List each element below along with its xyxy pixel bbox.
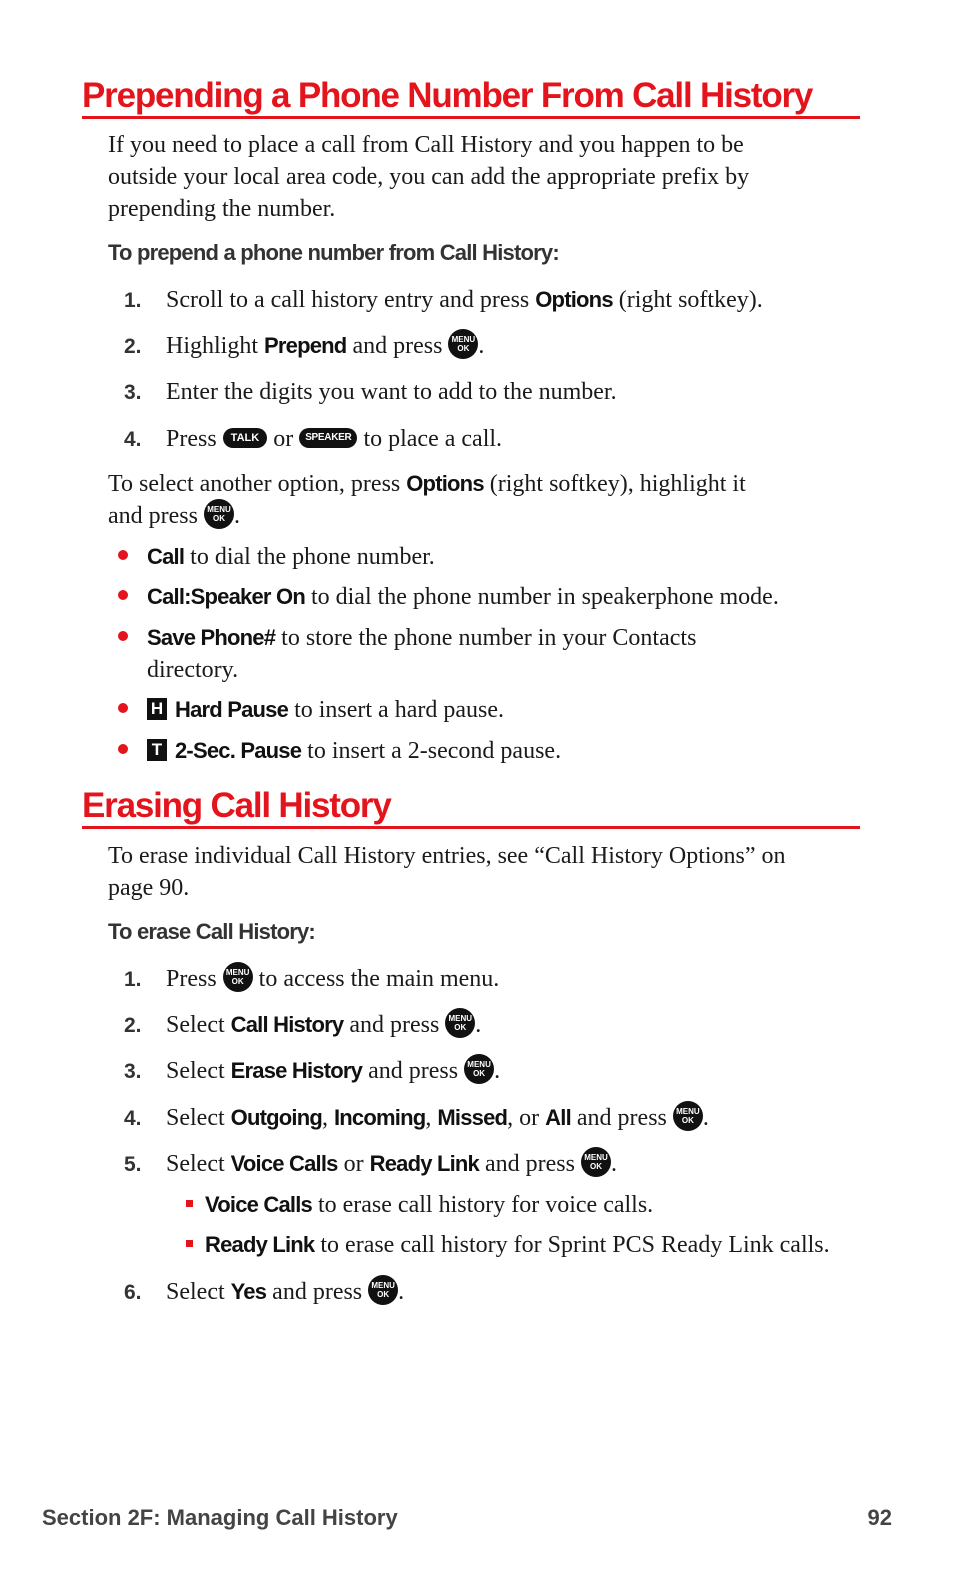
step-text: Enter the digits you want to add to the number. [166,379,617,405]
bullet-text: to dial the phone number. [184,544,435,570]
step-text: Highlight [166,333,265,359]
intro-line: prepending the number. [108,196,336,222]
step-text: . [478,333,485,359]
bullet-text: to erase call history for voice calls. [311,1192,654,1218]
step-item [124,330,864,363]
step-item [124,963,864,996]
step-item [124,376,864,409]
bullet-text: to insert a hard pause. [288,697,504,723]
page-footer [42,1505,892,1531]
menu-ok-key-icon: MENU OK [204,499,234,529]
step-item [124,423,864,456]
step-text: (right softkey). [612,287,763,313]
step-text: and press [478,1151,581,1177]
options-paragraph [108,468,860,532]
step-bold: Erase History [230,1058,363,1083]
step-number: 1. [124,968,142,991]
step-text: Press [166,966,223,992]
section-heading-erase: Erasing Call History [82,786,860,829]
bullet-square-icon [186,1200,193,1207]
step-text: to access the main menu. [252,966,500,992]
bullet-bold: Call:Speaker On [147,584,305,609]
bullet-dot-icon [118,703,128,713]
intro-paragraph-prepend [108,129,860,225]
bullet-item [118,694,860,726]
step-item [124,1276,864,1309]
bullet-bold: Hard Pause [175,697,289,722]
bullet-text: directory. [147,657,239,683]
step-text: and press [346,333,449,359]
step-text: Select [166,1012,231,1038]
step-text: , [425,1105,438,1131]
step-bold: All [545,1105,571,1130]
menu-ok-key-icon: MENU OK [673,1101,703,1131]
step-item [124,1102,864,1135]
step-item [124,284,864,317]
step-number: 6. [124,1281,142,1304]
step-text: to place a call. [357,426,503,452]
step-number: 4. [124,1107,142,1130]
sub-bullet-item [186,1189,866,1221]
bullet-dot-icon [118,590,128,600]
step-bold: Incoming [333,1105,426,1130]
bullet-dot-icon [118,744,128,754]
step-text: Select [166,1279,231,1305]
bullet-text: to store the phone number in your Contacts [275,625,697,651]
bullet-item [118,735,860,767]
bullet-item [118,622,860,686]
step-number: 3. [124,1060,142,1083]
step-text: . [398,1279,405,1305]
step-text: and press [266,1279,369,1305]
step-text: Select [166,1151,231,1177]
step-text: Press [166,426,223,452]
step-text: or [267,426,300,452]
bullet-text: to insert a 2-second pause. [301,738,562,764]
step-number: 2. [124,335,142,358]
step-number: 2. [124,1014,142,1037]
two-sec-pause-t-icon: T [147,739,167,761]
bullet-square-icon [186,1240,193,1247]
bullet-bold: Call [147,544,185,569]
step-text: or [337,1151,370,1177]
step-number: 5. [124,1153,142,1176]
options-line: To select another option, press Options (right softkey), highlight it [108,471,746,497]
step-text: , or [507,1105,546,1131]
step-text: and press [362,1058,465,1084]
step-bold: Missed [437,1105,508,1130]
step-number: 3. [124,381,142,404]
bullet-item [118,541,860,573]
bullet-item [118,581,860,613]
step-text: and press [343,1012,446,1038]
bullet-text: to erase call history for Sprint PCS Ready Link calls. [314,1232,830,1258]
hard-pause-h-icon: H [147,698,167,720]
step-bold: Call History [230,1012,344,1037]
intro-paragraph-erase [108,840,860,904]
sub-bullet-item [186,1229,866,1261]
step-bold: Options [535,287,613,312]
intro-line: page 90. [108,875,190,901]
step-bold: Ready Link [369,1151,479,1176]
step-text: , [321,1105,334,1131]
step-number: 4. [124,428,142,451]
step-bold: Outgoing [230,1105,322,1130]
section-heading-prepend: Prepending a Phone Number From Call History [82,76,860,119]
step-bold: Yes [230,1279,267,1304]
speaker-key-icon: SPEAKER [299,428,357,448]
bullet-bold: Save Phone# [147,625,276,650]
step-number: 1. [124,289,142,312]
step-text: . [494,1058,501,1084]
menu-ok-key-icon: MENU OK [581,1147,611,1177]
step-bold: Voice Calls [230,1151,338,1176]
step-text: Scroll to a call history entry and press [166,287,536,313]
subheading-erase: To erase Call History: [108,919,315,944]
bullet-bold: 2-Sec. Pause [175,738,302,763]
footer-section-title: Section 2F: Managing Call History [42,1505,398,1530]
step-bold: Prepend [264,333,347,358]
step-text: and press [570,1105,673,1131]
bullet-text: to dial the phone number in speakerphone mode. [304,584,779,610]
menu-ok-key-icon: MENU OK [223,962,253,992]
menu-ok-key-icon: MENU OK [464,1054,494,1084]
step-text: . [702,1105,709,1131]
menu-ok-key-icon: MENU OK [448,329,478,359]
step-text: Select [166,1058,231,1084]
menu-ok-key-icon: MENU OK [368,1275,398,1305]
bullet-dot-icon [118,550,128,560]
intro-line: To erase individual Call History entries, see “Call History Options” on [108,843,786,869]
options-line: and press MENU OK . [108,500,860,532]
intro-line: If you need to place a call from Call History and you happen to be [108,132,744,158]
talk-key-icon: TALK [223,428,268,448]
bullet-dot-icon [118,631,128,641]
step-text: . [610,1151,617,1177]
intro-line: outside your local area code, you can add the appropriate prefix by [108,164,750,190]
step-item [124,1148,864,1181]
bullet-bold: Voice Calls [205,1192,312,1217]
menu-ok-key-icon: MENU OK [445,1008,475,1038]
step-text: . [475,1012,482,1038]
step-item [124,1009,864,1042]
page-number: 92 [867,1505,892,1530]
step-text: Select [166,1105,231,1131]
subheading-prepend: To prepend a phone number from Call History: [108,240,559,265]
step-item [124,1055,864,1088]
bullet-bold: Ready Link [205,1232,315,1257]
